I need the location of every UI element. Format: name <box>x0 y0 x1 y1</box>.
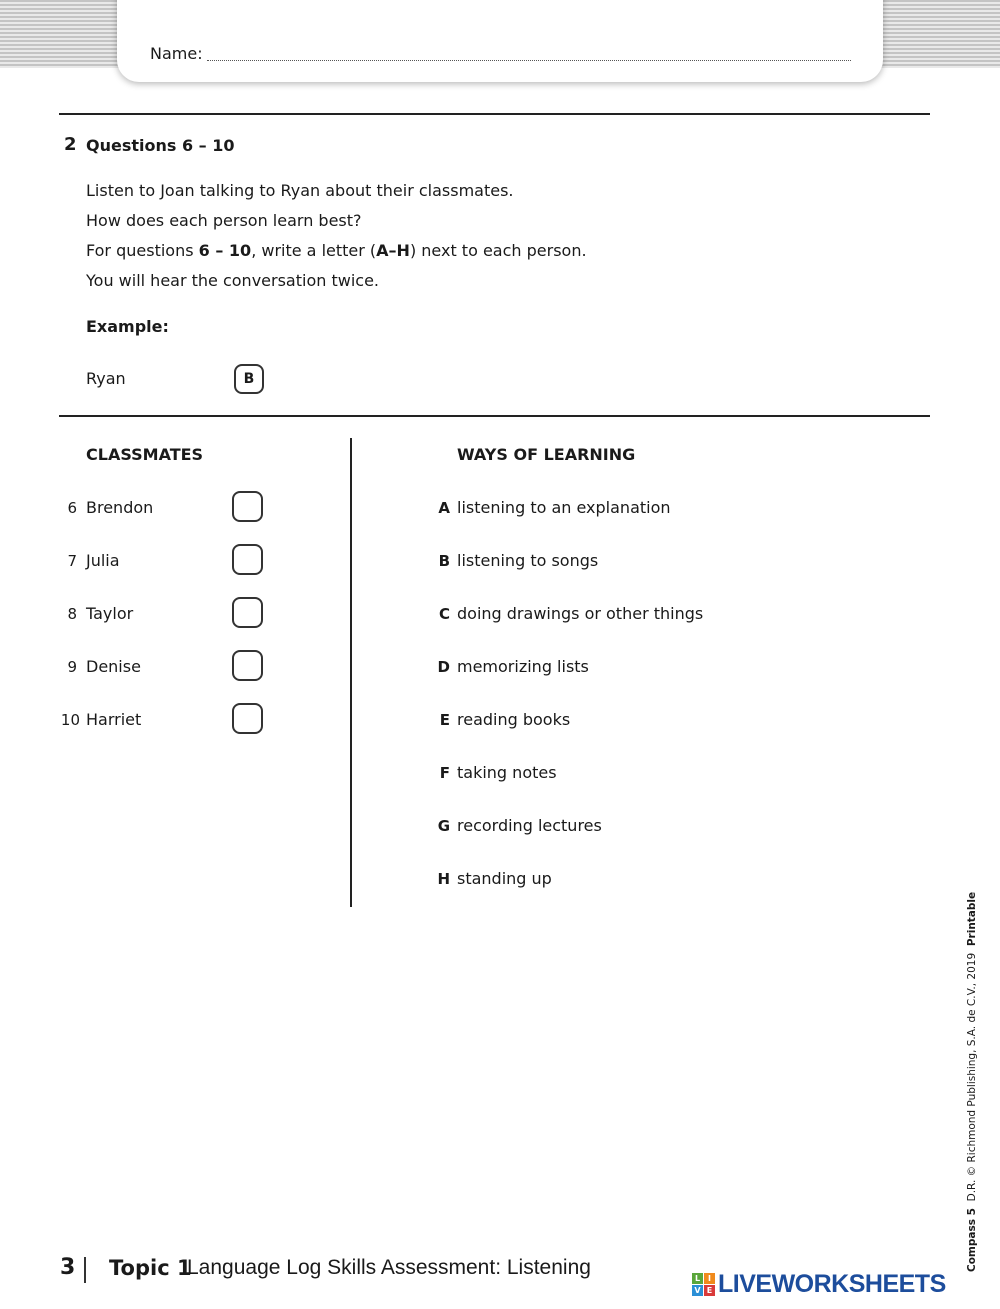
answer-box-7[interactable] <box>232 544 263 575</box>
instruction-line-2: How does each person learn best? <box>86 211 362 230</box>
classmate-name: Denise <box>86 657 141 676</box>
name-card <box>117 0 883 82</box>
answer-box-6[interactable] <box>232 491 263 522</box>
footer-title: Language Log Skills Assessment: Listening <box>187 1256 591 1279</box>
example-name: Ryan <box>86 369 126 388</box>
classmate-name: Taylor <box>86 604 134 623</box>
option-letter: E <box>439 711 450 729</box>
logo-tile: I <box>704 1273 715 1284</box>
option-text: doing drawings or other things <box>457 604 704 623</box>
ways-heading: WAYS OF LEARNING <box>457 445 636 464</box>
logo-tile: E <box>704 1285 715 1296</box>
answer-box-8[interactable] <box>232 597 263 628</box>
instruction-line-1: Listen to Joan talking to Ryan about their classmates. <box>86 181 514 200</box>
classmate-name: Brendon <box>86 498 154 517</box>
example-label: Example: <box>86 317 169 336</box>
example-answer-box: B <box>234 364 264 394</box>
section-heading: Questions 6 – 10 <box>86 136 235 155</box>
question-number: 8 <box>67 605 77 623</box>
logo-tile: L <box>692 1273 703 1284</box>
answer-box-10[interactable] <box>232 703 263 734</box>
liveworksheets-logo[interactable] <box>692 1270 946 1299</box>
logo-text: LIVEWORKSHEETS <box>718 1270 946 1298</box>
option-text: listening to an explanation <box>457 498 671 517</box>
page-number: 3 <box>60 1255 76 1280</box>
footer-topic: Topic 1 <box>109 1256 192 1280</box>
top-rule <box>59 113 930 115</box>
option-text: taking notes <box>457 763 557 782</box>
classmate-name: Harriet <box>86 710 142 729</box>
classmates-heading: CLASSMATES <box>86 445 204 464</box>
middle-rule <box>59 415 930 417</box>
option-letter: B <box>438 552 450 570</box>
answer-box-9[interactable] <box>232 650 263 681</box>
question-number: 9 <box>67 658 77 676</box>
option-text: listening to songs <box>457 551 599 570</box>
question-number: 6 <box>67 499 77 517</box>
option-letter: D <box>437 658 450 676</box>
question-number: 7 <box>67 552 77 570</box>
instruction-line-4: You will hear the conversation twice. <box>86 271 379 290</box>
name-label: Name: <box>150 44 203 63</box>
logo-grid-icon <box>692 1273 715 1296</box>
question-number: 10 <box>60 711 80 729</box>
footer-divider <box>84 1257 86 1283</box>
column-divider <box>350 438 352 907</box>
section-number: 2 <box>64 134 77 155</box>
option-letter: H <box>437 870 450 888</box>
option-letter: A <box>438 499 450 517</box>
classmate-name: Julia <box>86 551 120 570</box>
option-letter: C <box>438 605 450 623</box>
option-text: reading books <box>457 710 571 729</box>
option-text: memorizing lists <box>457 657 589 676</box>
option-letter: F <box>439 764 450 782</box>
option-text: standing up <box>457 869 552 888</box>
name-input-line[interactable] <box>207 60 851 61</box>
option-text: recording lectures <box>457 816 602 835</box>
side-credit: Compass 5 D.R. © Richmond Publishing, S.A. de C.V., 2019 Printable <box>966 891 978 1272</box>
option-letter: G <box>437 817 450 835</box>
instruction-line-3: For questions 6 – 10, write a letter (A–H) next to each person. <box>86 241 587 260</box>
logo-tile: V <box>692 1285 703 1296</box>
